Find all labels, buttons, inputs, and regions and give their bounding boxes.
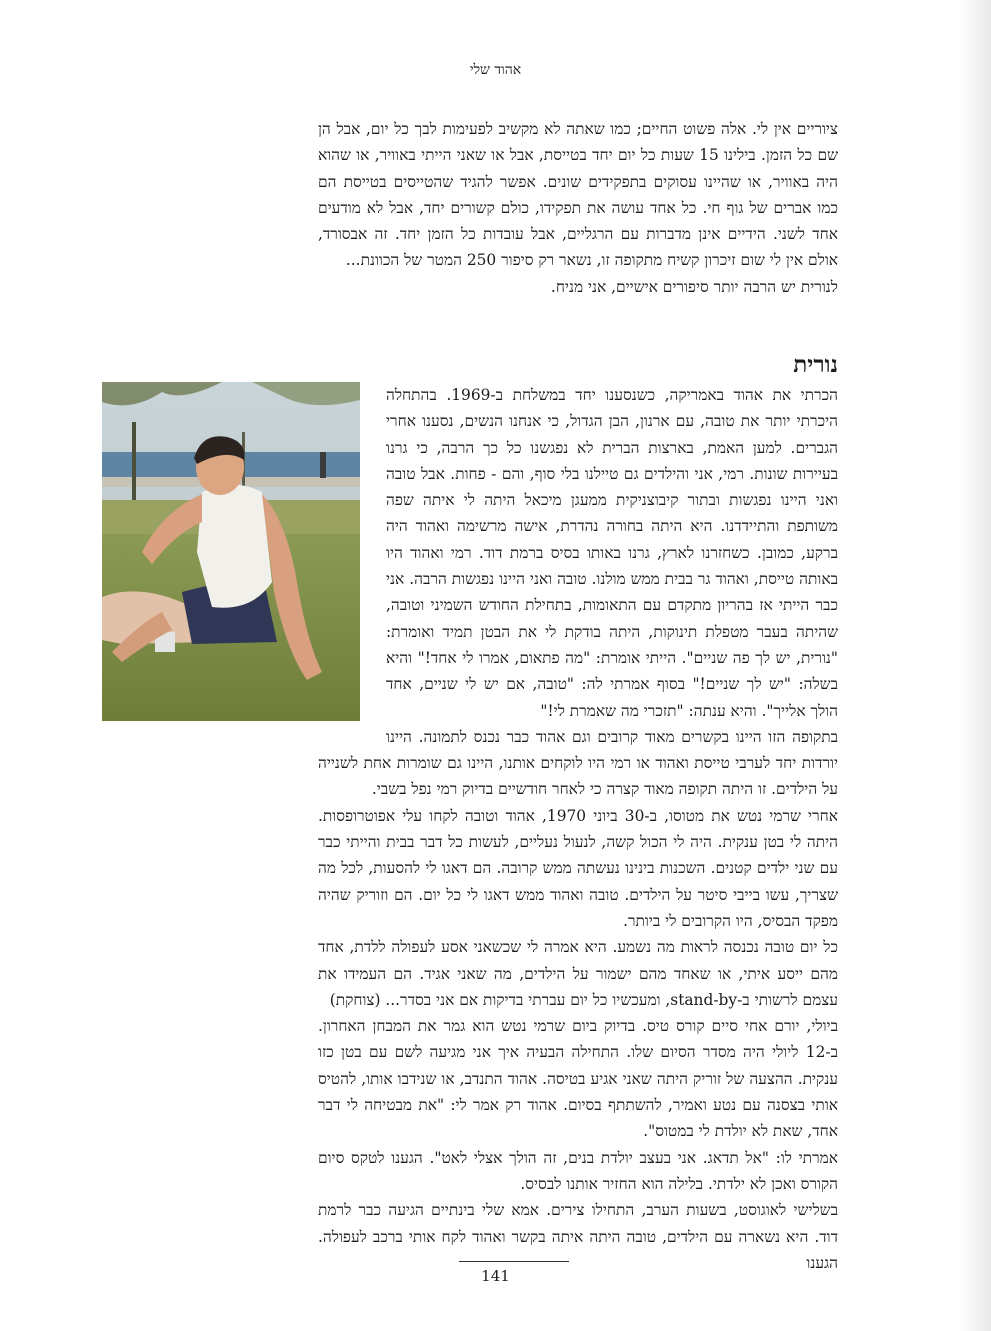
paragraph-5: ביולי, יורם אחי סיים קורס טיס. בדיוק ביום שרמי נטש הוא גמר את המבחן האחרון. ב-12 ליולי היה מסדר הסיום שלו. התחילה הבעיה איך אני מגיעה לשם עם בטן כזו ענקית. ההצעה של זוריק היתה שאני אגיע בטיסה. אהוד התנדב, או שנידבו אותו, להטיס אותי בצסנה עם נטע ואמיר, להשתתף בסיום. אהוד רק אמר לי: "את מבטיחה לי דבר אחד, שאת לא יולדת לי במטוס". xyxy=(318,1017,838,1141)
portrait-photo-image xyxy=(102,382,360,721)
paragraph-3: אחרי שרמי נטש את מטוסו, ב-30 ביוני 1970, אהוד וטובה לקחו עלי אפוטרופסות. היתה לי בטן ענקית. היה לי הכול קשה, לנעול נעליים, לעשות כל דבר בבית והייתי כבר עם שני ילדים קטנים. השכנות בינינו נעשתה ממש קרובה. הם דאגו לי להסעות, לכל מה שצריך, עשו בייבי סיטר על הילדים. טובה ואהוד ממש דאגו לי כל יום. הם וזוריק שהיה מפקד הבסיס, היו הקרובים לי ביותר. xyxy=(318,806,838,930)
intro-last-line: לנורית יש הרבה יותר סיפורים אישיים, אני מניח. xyxy=(550,277,838,296)
standby-term: stand-by xyxy=(670,990,738,1009)
intro-paragraph: ציוריים אין לי. אלה פשוט החיים; כמו שאתה לא מקשיב לפעימות לבך כל יום, אבל הן שם כל הזמן. בילינו 15 שעות כל יום יחד בטייסת, אבל או שאני הייתי באוויר, או שהוא היה באוויר, או שהיינו עסוקים בתפקידים שונים. אפשר להגיד שהטייסים בטייסת הם כמו אברים של גוף חי. כל אחד עושה את תפקידו, כולם קשורים יחד, אבל לא מודעים אחד לשני. הידיים אינן מדברות עם הרגליים, אבל עובדות כל הזמן יחד. זה אבסורד, אולם אין לי שום זיכרון קשיח מתקופה זו, נשאר רק סיפור 250 המטר של הכוונת... xyxy=(318,120,838,270)
intro-section xyxy=(318,116,838,300)
page-edge-shadow xyxy=(961,0,991,1331)
paragraph-7: בשלישי לאוגוסט, בשעות הערב, התחילו צירים. אמא שלי בינתיים הגיעה כבר לרמת דוד. היא נשארה עם הילדים, טובה היתה איתה בקשר ואהוד לקח אותי ברכב לעפולה. הגענו xyxy=(318,1201,838,1272)
section-heading: נורית xyxy=(793,351,838,378)
portrait-photo xyxy=(102,382,360,721)
running-head: אהוד שלי xyxy=(469,62,522,78)
footer-rule xyxy=(459,1261,569,1262)
paragraph-6: אמרתי לו: "אל תדאג. אני בעצב יולדת בנים, זה הולך אצלי לאט". הגענו לטקס סיום הקורס ואכן לא ילדתי. בלילה הוא החזיר אותנו לבסיס. xyxy=(318,1148,838,1193)
paragraph-1 xyxy=(318,382,838,724)
nurit-section xyxy=(318,350,838,1276)
paragraph-2: בתקופה הזו היינו בקשרים מאוד קרובים וגם אהוד כבר נכנס לתמונה. היינו יורדות יחד לערבי טייסת ואהוד או רמי היו לוקחים אותנו, היינו גם שומרות אחת לשנייה על הילדים. זו היתה תקופה מאוד קצרה כי לאחר חודשיים בדיוק רמי נפל בשבי. xyxy=(318,727,838,799)
paragraph-4 xyxy=(318,934,838,1013)
paragraph-4-text: כל יום טובה נכנסה לראות מה נשמע. היא אמרה לי שכשאני אסע לעפולה ללדת, אחד מהם ייסע איתי, או שאחד מהם ישמור על הילדים, מה שאני אגיד. הם העמידו את עצמם לרשותי ב- xyxy=(318,938,838,1009)
paragraph-4-tail: , ומעכשיו כל יום עברתי בדיקות אם אני בסדר... (צוחקת) xyxy=(329,990,671,1009)
page-number: 141 xyxy=(481,1267,510,1285)
paragraph-1-text: הכרתי את אהוד באמריקה, כשנסענו יחד במשלחת ב-1969. בהתחלה היכרתי יותר את טובה, עם ארנון, הבן הגדול, כי אנחנו הנשים, נסענו אחרי הגברים. למען האמת, בארצות הברית לא נפגשנו כל כך הרבה, כי גרנו בעיירות שונות. רמי, אני והילדים גם טיילנו בלי סוף, והם - פחות. אבל טובה ואני היינו נפגשות ובתור קיבוצניקית ממעגן מיכאל היתה לי איתה שפה משותפת והתיידדנו. היא היתה בחורה נהדרת, אישה מרשימה ואהוד היה ברקע, כמובן. כשחזרנו לארץ, גרנו באותו בסיס ברמת דוד. רמי ואהוד היו באותה טייסת, ואהוד גר בבית ממש מולנו. טובה ואני היינו נפגשות הרבה. אני כבר הייתי אז בהריון מתקדם עם התאומות, בתחילת החודש השמיני וטובה, שהיתה בעבר מטפלת תינוקות, היתה בודקת לי את הבטן תמיד ואומרת: "נורית, יש לך פה שניים". הייתי אומרת: "מה פתאום, אמרו לי אחד!" והיא בשלה: "יש לך שניים!" בסוף אמרתי לה: "טובה, אם יש לי שניים, אחד הולך אלייך". והיא ענתה: "תזכרי מה שאמרת לי!" xyxy=(386,386,838,720)
